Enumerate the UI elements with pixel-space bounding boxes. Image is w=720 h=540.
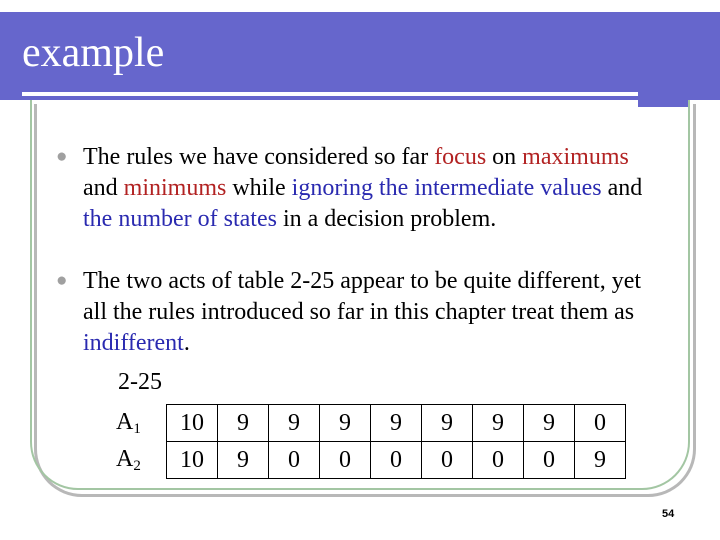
- table-cell: 9: [422, 405, 473, 442]
- table-cell: 0: [524, 442, 575, 479]
- table-label: 2-25: [118, 369, 162, 395]
- table-cell: 9: [320, 405, 371, 442]
- bullet-2-segment: .: [183, 330, 190, 356]
- act-label: $A_1$: [116, 408, 141, 437]
- table-row: [116, 405, 626, 442]
- bullet-1-segment: on: [486, 144, 523, 170]
- table-cell: 0: [422, 442, 473, 479]
- bullet-text-2: [83, 266, 643, 359]
- table-cell: 9: [218, 405, 269, 442]
- title-underline: [22, 92, 638, 96]
- table-cell: 0: [575, 405, 626, 442]
- table-row: [116, 442, 626, 479]
- act-label: $A_2$: [116, 445, 141, 474]
- table-cell: 0: [371, 442, 422, 479]
- table-cell: 0: [269, 442, 320, 479]
- bullet-1-segment: minimums: [123, 175, 227, 201]
- bullet-2-segment: indifferent: [83, 330, 184, 356]
- bullet-1-segment: in a decision problem.: [276, 206, 497, 232]
- table-cell: 9: [371, 405, 422, 442]
- table-cell: 9: [269, 405, 320, 442]
- table-cell: 9: [575, 442, 626, 479]
- bullet-text-1: [83, 142, 643, 235]
- bullet-1-segment: The rules we have considered so far: [83, 144, 435, 170]
- bullet-dot-1-icon: ●: [56, 146, 68, 167]
- table-cell: 10: [167, 442, 218, 479]
- table-cell: 9: [524, 405, 575, 442]
- table-cell: 9: [218, 442, 269, 479]
- bullet-1-segment: maximums: [522, 144, 629, 170]
- bullet-2-segment: The two acts of table 2-25 appear to be quite different, yet all the rules introduced so far in this chapter treat them as: [83, 268, 642, 325]
- table-cell: 0: [473, 442, 524, 479]
- bullet-1-segment: and: [601, 175, 643, 201]
- bullet-1-segment: and: [83, 175, 124, 201]
- table-cell: 9: [473, 405, 524, 442]
- table-cell: 0: [320, 442, 371, 479]
- bullet-1-segment: ignoring the intermediate values: [291, 175, 602, 201]
- bullet-1-segment: the number of states: [83, 206, 277, 232]
- bullet-1-segment: focus: [434, 144, 487, 170]
- page-number: 54: [662, 508, 675, 520]
- acts-table: [116, 404, 626, 479]
- table-cell: 10: [167, 405, 218, 442]
- slide-title: example: [22, 30, 165, 76]
- bullet-dot-2-icon: ●: [56, 270, 68, 291]
- bullet-1-segment: while: [226, 175, 292, 201]
